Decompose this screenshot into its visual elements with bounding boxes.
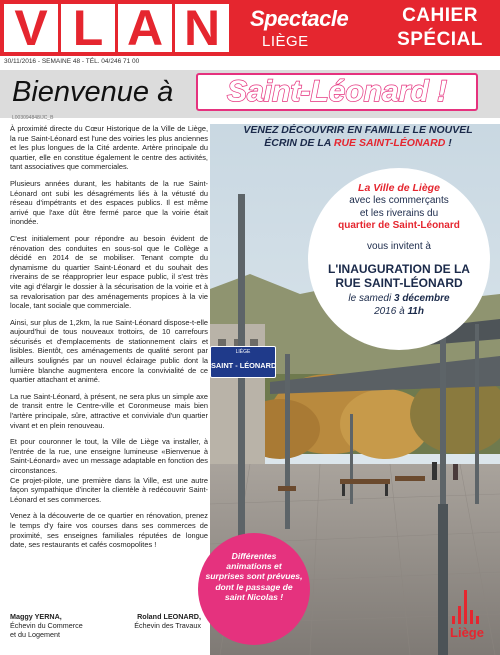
intro-line2-post: !	[445, 137, 452, 149]
article-paragraph: Et pour couronner le tout, la Ville de Liège va installer, à l'entrée de la rue, une enseigne lumineuse «Bienvenue à Saint-Léonard» avec un message adaptable en fonction des circonstances. Ce projet-pilote, une première dans la Ville, est une autre façon sympathique d'inciter la clientèle à redécouvrir Saint-Léonard et ses commerces.	[10, 437, 208, 504]
invitation-date-pre: le samedi	[348, 293, 394, 304]
logo-letter-a: A	[118, 4, 172, 52]
invitation-date-line2	[308, 306, 490, 319]
bubble-line: Différentes	[231, 551, 277, 561]
article-paragraph: À proximité directe du Cœur Historique de la Ville de Liège, la rue Saint-Léonard est l'une des voiries les plus anciennes et les plus longues de la Cité ardente. Artère principale du quartier, elle en constitue également le centre des activités, tant associatives que commerciales.	[10, 124, 208, 172]
street-sign-city: LIÈGE	[235, 349, 251, 355]
invitation-avec-1: avec les commerçants	[349, 195, 449, 206]
article-paragraph: C'est initialement pour répondre au besoin évident de rénovation des conduites en sous-sol que le Collège a décidé en 2014 de se mobiliser. Tenant compte du dynamisme du quartier Saint-Léonard et du souhait des riverains de se réapproprier leur espace public, il s'est très vite agi d'élargir le dossier à la sécurisation de la voirie et à sa revalorisation par des aménagements propices à la vie locale, tant sociale que commerciale.	[10, 233, 208, 311]
bubble-line: dont le passage de	[215, 581, 293, 592]
article-body	[10, 124, 208, 557]
article-paragraph: Ainsi, sur plus de 1,2km, la rue Saint-Léonard dispose-t-elle aujourd'hui de tous nouveaux trottoirs, de 10 carrefours sécurisés et d'emplacements de stationnement clairs et lisibles. Bientôt, ces aménagements de qualité seront par ailleurs soulignés par un nouvel éclairage public dont la lumière blanche augmentera encore la convivialité de ce quartier attachant et animé.	[10, 317, 208, 385]
article-paragraph: Plusieurs années durant, les habitants de la rue Saint-Léonard ont subi les désagréments liés à la vétusté du réseau d'impétrants et des espaces publics. Il est même arrivé que l'axe dût être fermé parce que la voirie était inondée.	[10, 178, 208, 227]
invitation-invite: vous invitent à	[367, 241, 431, 252]
invitation-date-day: 3 décembre	[393, 293, 450, 304]
signature-left-role: Échevin du Commerce	[10, 621, 83, 630]
street-sign-name: SAINT - LÉONARD	[211, 361, 277, 370]
article-paragraph: La rue Saint-Léonard, à présent, ne sera plus un simple axe de transit entre le Centre-ville et Coronmeuse mais bien l'artère principale, sûre, attractive et conviviale d'un quartier vivant et en plein renouveau.	[10, 391, 208, 430]
signature-left	[10, 612, 83, 639]
bubble-line: saint Nicolas !	[224, 591, 284, 602]
article-paragraph: Venez à la découverte de ce quartier en rénovation, prenez le temps d'y faire vos courses dans ses commerces de proximité, ses enseignes familiales réputées de longue date, ses restaurants et cafés cosmopolites !	[10, 511, 208, 550]
headline-prefix: Bienvenue à	[12, 76, 174, 108]
section-title: Spectacle	[250, 6, 349, 31]
vlan-logo	[4, 0, 229, 56]
invitation-ville: La Ville de Liège	[358, 182, 440, 194]
invitation-avec-2: et les riverains du	[359, 207, 439, 219]
street-sign	[210, 346, 276, 378]
invitation-avec	[308, 195, 490, 220]
intro-line2-pre: ÉCRIN DE LA	[264, 137, 334, 149]
invitation-inaug-2: RUE SAINT-LÉONARD	[335, 276, 463, 290]
invitation-quartier: quartier de Saint-Léonard	[338, 220, 460, 231]
issue-line: 30/11/2016 - SEMAINE 48 - TÉL. 04/246 71 00	[4, 58, 140, 65]
signature-left-role2: et du Logement	[10, 630, 60, 639]
logo-letter-n: N	[175, 4, 229, 52]
invitation-date-year: 2016 à	[374, 305, 408, 317]
bubble-line: animations et	[226, 561, 282, 572]
intro-line2	[222, 137, 494, 150]
invitation-date-line1	[308, 293, 490, 306]
intro-text	[222, 124, 494, 150]
logo-letter-v: V	[4, 4, 58, 52]
article-code: L003094848/JC_B	[12, 115, 54, 121]
bubble-line: surprises sont prévues,	[205, 571, 303, 582]
invitation-circle	[308, 168, 490, 350]
headline-street: Saint-Léonard !	[196, 73, 478, 111]
liege-logo-word: Liège	[450, 625, 484, 640]
invitation-date-hour: 11h	[407, 305, 424, 317]
intro-line1: VENEZ DÉCOUVRIR EN FAMILLE LE NOUVEL	[243, 124, 473, 136]
invitation-inauguration	[308, 262, 490, 290]
signature-right	[134, 612, 201, 630]
invitation-inaug-1: L'INAUGURATION DE LA	[328, 262, 470, 276]
invitation-date	[308, 293, 490, 318]
special-label: SPÉCIAL	[397, 29, 483, 50]
animations-bubble	[198, 533, 310, 645]
section-city: LIÈGE	[262, 33, 309, 50]
logo-letter-l: L	[61, 4, 115, 52]
masthead	[0, 0, 500, 56]
intro-line2-em: RUE SAINT-LÉONARD	[333, 137, 446, 149]
signature-right-name: Roland LEONARD,	[137, 612, 201, 621]
signature-left-name: Maggy YERNA,	[10, 612, 62, 621]
signature-right-role: Échevin des Travaux	[134, 621, 201, 630]
cahier-label: CAHIER	[402, 5, 478, 26]
cahier-special	[380, 4, 500, 52]
